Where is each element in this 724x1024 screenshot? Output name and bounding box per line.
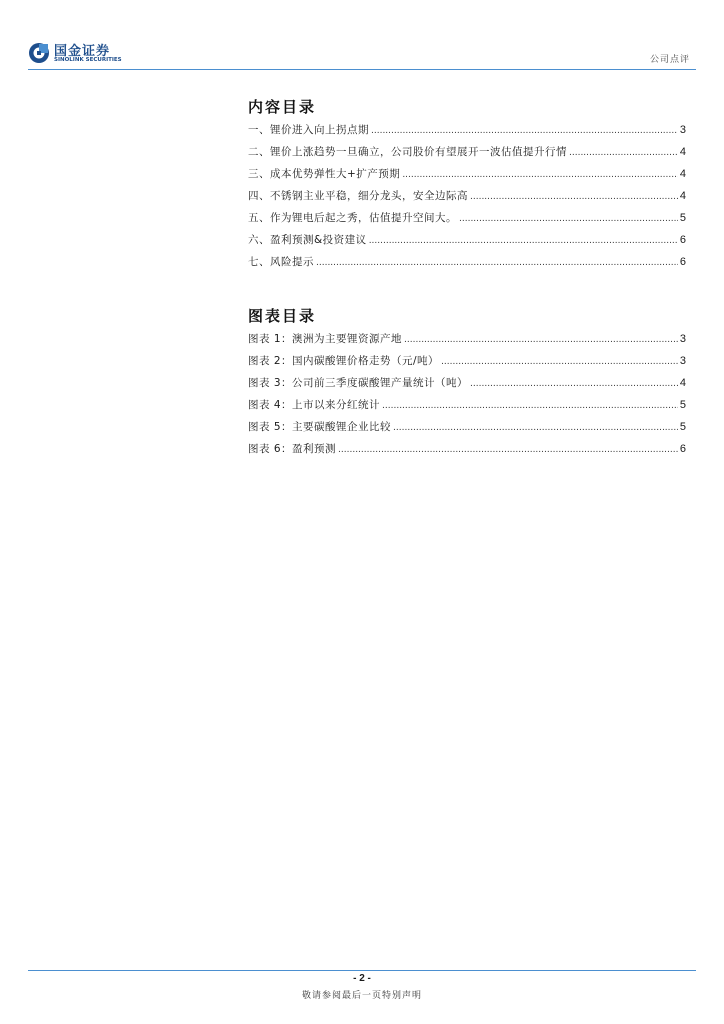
logo-text-cn: 国金证券 bbox=[54, 44, 111, 59]
toc-entry-page: 4 bbox=[679, 146, 686, 158]
toc-entry[interactable] bbox=[248, 166, 686, 188]
page-header bbox=[28, 40, 696, 70]
figure-entry-label: 图表 5：主要碳酸锂企业比较 bbox=[248, 421, 392, 433]
figure-entry-label: 图表 4：上市以来分红统计 bbox=[248, 399, 381, 411]
figure-entry[interactable] bbox=[248, 441, 686, 463]
figure-entry-label: 图表 3：公司前三季度碳酸锂产量统计（吨） bbox=[248, 377, 469, 389]
dot-leader bbox=[402, 170, 678, 180]
figure-entry-page: 3 bbox=[679, 355, 686, 367]
toc-entry-label: 七、风险提示 bbox=[248, 256, 314, 268]
toc-entry[interactable] bbox=[248, 144, 686, 166]
dot-leader bbox=[371, 126, 678, 136]
toc-entry[interactable] bbox=[248, 232, 686, 254]
dot-leader bbox=[404, 335, 678, 345]
toc-entry-page: 4 bbox=[679, 190, 686, 202]
dot-leader bbox=[382, 401, 678, 411]
contents-list bbox=[248, 122, 686, 276]
toc-entry-label: 五、作为锂电后起之秀，估值提升空间大。 bbox=[248, 212, 457, 224]
figure-entry-page: 5 bbox=[679, 421, 686, 433]
disclaimer-note: 敬请参阅最后一页特别声明 bbox=[301, 991, 422, 1001]
page-number: - 2 - bbox=[353, 973, 371, 984]
dot-leader bbox=[459, 214, 678, 224]
toc-entry-label: 三、成本优势弹性大+扩产预期 bbox=[248, 168, 401, 180]
figure-entry-page: 4 bbox=[679, 377, 686, 389]
figure-entry-label: 图表 2：国内碳酸锂价格走势（元/吨） bbox=[248, 355, 440, 367]
logo-text-en: SINOLINK SECURITIES bbox=[54, 57, 122, 63]
dot-leader bbox=[338, 445, 678, 455]
toc-entry-label: 四、不锈钢主业平稳，细分龙头，安全边际高 bbox=[248, 190, 468, 202]
figure-entry-label: 图表 1：澳洲为主要锂资源产地 bbox=[248, 333, 403, 345]
figure-entry-page: 6 bbox=[679, 443, 686, 455]
document-type: 公司点评 bbox=[649, 55, 690, 65]
footer-divider bbox=[28, 970, 696, 971]
toc-entry-label: 六、盈利预测&投资建议 bbox=[248, 234, 367, 246]
dot-leader bbox=[470, 192, 678, 202]
header-divider bbox=[28, 69, 696, 70]
figure-entry[interactable] bbox=[248, 375, 686, 397]
figure-entry[interactable] bbox=[248, 331, 686, 353]
logo-mark-icon bbox=[28, 42, 50, 64]
figures-list bbox=[248, 331, 686, 463]
figure-entry-label: 图表 6：盈利预测 bbox=[248, 443, 337, 455]
toc-entry-page: 3 bbox=[679, 124, 686, 136]
toc-entry-page: 5 bbox=[679, 212, 686, 224]
figures-title: 图表目录 bbox=[248, 307, 317, 325]
dot-leader bbox=[569, 148, 678, 158]
dot-leader bbox=[441, 357, 678, 367]
figure-entry-page: 5 bbox=[679, 399, 686, 411]
figure-entry-page: 3 bbox=[679, 333, 686, 345]
dot-leader bbox=[369, 236, 678, 246]
figure-entry[interactable] bbox=[248, 419, 686, 441]
toc-entry[interactable] bbox=[248, 210, 686, 232]
dot-leader bbox=[393, 423, 678, 433]
dot-leader bbox=[316, 258, 678, 268]
toc-entry-page: 6 bbox=[679, 234, 686, 246]
toc-entry-label: 二、锂价上涨趋势一旦确立，公司股价有望展开一波估值提升行情 bbox=[248, 146, 567, 158]
toc-entry[interactable] bbox=[248, 122, 686, 144]
toc-entry[interactable] bbox=[248, 188, 686, 210]
toc-entry-page: 4 bbox=[679, 168, 686, 180]
toc-entry-page: 6 bbox=[679, 256, 686, 268]
toc-entry-label: 一、锂价进入向上拐点期 bbox=[248, 124, 369, 136]
dot-leader bbox=[470, 379, 678, 389]
contents-title: 内容目录 bbox=[248, 98, 317, 116]
figure-entry[interactable] bbox=[248, 353, 686, 375]
figure-entry[interactable] bbox=[248, 397, 686, 419]
company-logo bbox=[28, 40, 138, 70]
toc-entry[interactable] bbox=[248, 254, 686, 276]
